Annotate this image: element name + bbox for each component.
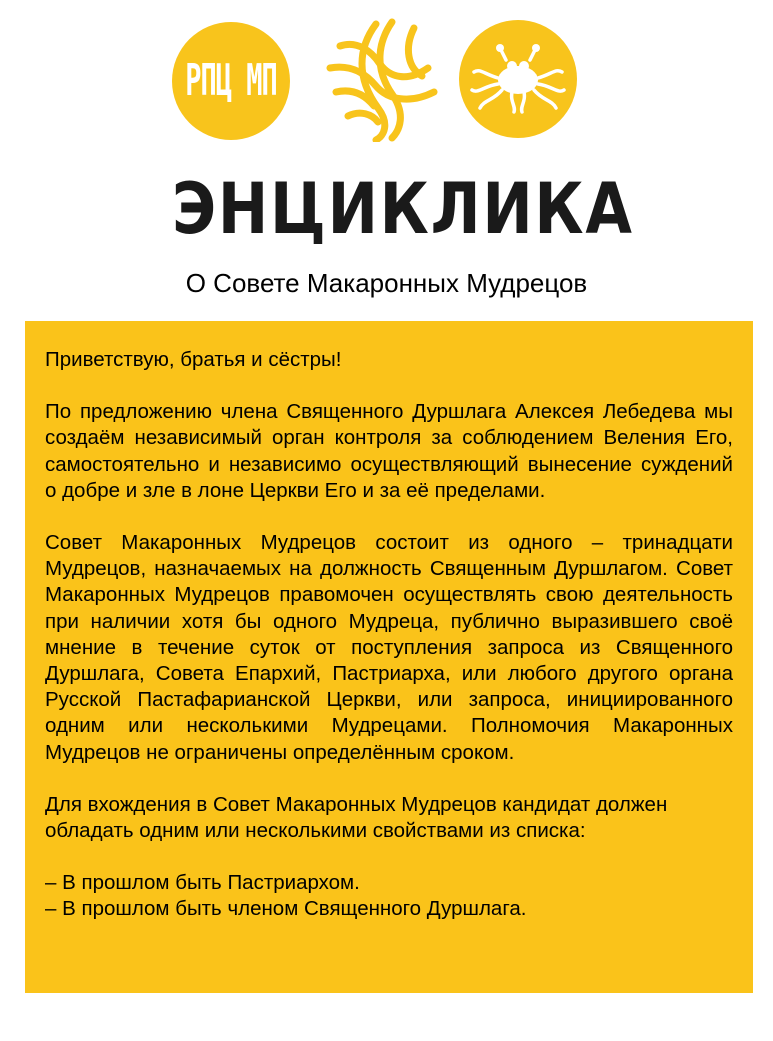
greeting: Приветствую, братья и сёстры!: [45, 348, 342, 371]
logo-row: [0, 0, 773, 150]
pasta-colander-icon: [318, 18, 440, 142]
list-item: – В прошлом быть членом Священного Дуршлага.: [45, 897, 527, 921]
paragraph-council: Совет Макаронных Мудрецов состоит из одного – тринадцати Мудрецов, назначаемых на должность Священным Дуршлагом. Совет Макаронных Мудрецов правомочен осуществлять свою деятельность при наличии хотя бы одного Мудреца, публично выразившего своё мнение в течение суток от поступления запроса из Священного Дуршлага, Совета Епархий, Пастриарха, или любого другого органа Русской Пастафарианской Церкви, или запроса, инициированного одним или несколькими Мудрецами. Полномочия Макаронных Мудрецов не ограничены определённым сроком.: [45, 531, 733, 764]
paragraph-proposal: По предложению члена Священного Дуршлага Алексея Лебедева мы создаём независимый орган контроля за соблюдением Веления Его, самостоятельно и независимо осуществляющий вынесение суждений о добре и зле в лоне Церкви Его и за её пределами.: [45, 400, 733, 502]
list-item: – В прошлом быть Пастриархом.: [45, 871, 360, 895]
encyclical-text-panel: [25, 321, 753, 993]
flying-spaghetti-monster-icon: [470, 44, 566, 114]
rpc-mp-logo-text: РПЦ МП: [185, 56, 277, 106]
fsm-logo: [459, 20, 577, 138]
page-subtitle: О Совете Макаронных Мудрецов: [185, 268, 588, 298]
requirements-list: [45, 870, 733, 922]
rpc-mp-logo: [172, 22, 290, 140]
page-title: ЭНЦИКЛИКА: [172, 168, 634, 250]
paragraph-eligibility: Для вхождения в Совет Макаронных Мудрецов кандидат должен обладать одним или несколькими свойствами из списка:: [45, 792, 668, 843]
